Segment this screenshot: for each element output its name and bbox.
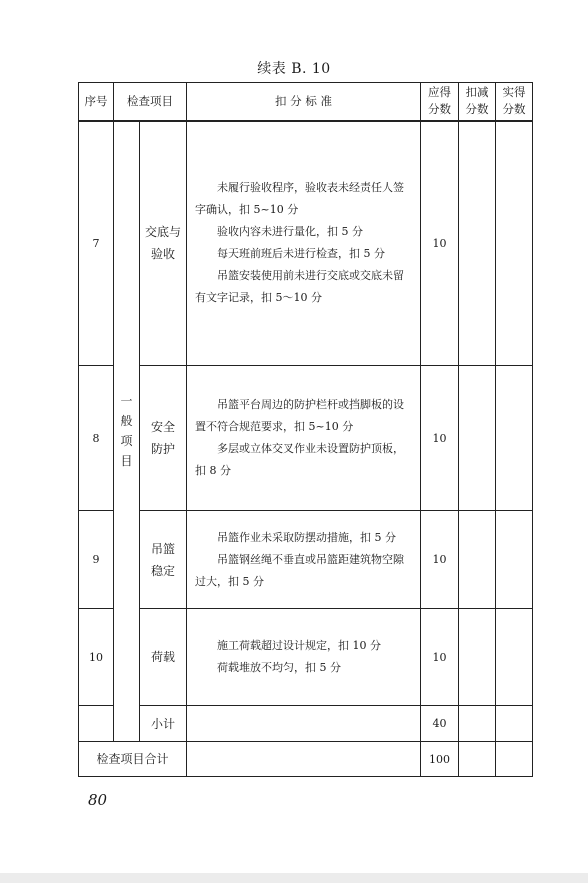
header-deduct-score-line1: 扣减 — [465, 85, 489, 100]
header-should-score — [421, 83, 459, 121]
row-no: 7 — [79, 121, 114, 366]
row-item-line1: 交底与 — [144, 225, 181, 240]
standard-line: 吊篮作业未采取防摆动措施，扣 5 分 — [217, 530, 396, 544]
header-item: 检查项目 — [114, 83, 187, 121]
subtotal-actual[interactable] — [496, 706, 533, 742]
row-should-score: 10 — [421, 609, 459, 706]
row-standard — [187, 366, 421, 511]
table-caption: 续表 B. 10 — [257, 61, 331, 77]
subtotal-row — [79, 706, 533, 742]
row-standard — [187, 609, 421, 706]
header-actual-score — [496, 83, 533, 121]
subtotal-score: 40 — [421, 706, 459, 742]
row-item — [140, 366, 187, 511]
group-cell — [114, 121, 140, 742]
row-deduct-score[interactable] — [459, 511, 496, 609]
total-row — [79, 742, 533, 777]
row-deduct-score[interactable] — [459, 609, 496, 706]
row-actual-score[interactable] — [496, 609, 533, 706]
standard-line: 吊篮平台周边的防护栏杆或挡脚板的设置不符合规范要求，扣 5~10 分 — [195, 398, 404, 433]
subtotal-standard — [187, 706, 421, 742]
total-deduct[interactable] — [459, 742, 496, 777]
row-should-score: 10 — [421, 121, 459, 366]
row-no: 8 — [79, 366, 114, 511]
row-item-line2: 稳定 — [150, 563, 175, 578]
row-should-score: 10 — [421, 511, 459, 609]
header-actual-score-line1: 实得 — [502, 85, 526, 100]
row-standard — [187, 511, 421, 609]
header-standard: 扣 分 标 准 — [187, 83, 421, 121]
header-should-score-line1: 应得 — [428, 85, 451, 100]
total-score: 100 — [421, 742, 459, 777]
standard-line: 验收内容未进行量化，扣 5 分 — [217, 225, 363, 239]
row-item — [140, 511, 187, 609]
row-item-line1: 安全 — [150, 420, 175, 434]
header-actual-score-line2: 分数 — [502, 102, 526, 117]
row-no: 10 — [79, 609, 114, 706]
subtotal-deduct[interactable] — [459, 706, 496, 742]
standard-line: 未履行验收程序，验收表未经责任人签字确认，扣 5~10 分 — [195, 181, 404, 217]
row-item-line1: 吊篮 — [150, 541, 175, 556]
inspection-table — [78, 82, 533, 777]
standard-line: 荷载堆放不均匀，扣 5 分 — [217, 661, 341, 674]
row-item-line2: 防护 — [150, 442, 175, 456]
row-deduct-score[interactable] — [459, 121, 496, 366]
standard-line: 多层或立体交叉作业未设置防护顶板，扣 8 分 — [195, 442, 404, 477]
header-row — [79, 83, 533, 121]
row-actual-score[interactable] — [496, 121, 533, 366]
row-item — [140, 609, 187, 706]
total-standard — [187, 742, 421, 777]
row-item-line2: 验收 — [150, 247, 175, 262]
table-row — [79, 511, 533, 609]
group-label: 一般项目 — [120, 394, 133, 469]
subtotal-no — [79, 706, 114, 742]
row-actual-score[interactable] — [496, 511, 533, 609]
row-standard — [187, 121, 421, 366]
row-item-line1: 荷载 — [150, 650, 175, 664]
subtotal-label: 小计 — [140, 706, 187, 742]
row-actual-score[interactable] — [496, 366, 533, 511]
page-bottom-band — [0, 873, 588, 883]
page-number: 80 — [88, 791, 108, 809]
standard-line: 吊篮钢丝绳不垂直或吊篮距建筑物空隙过大，扣 5 分 — [195, 552, 404, 588]
header-deduct-score-line2: 分数 — [465, 102, 489, 117]
row-no: 9 — [79, 511, 114, 609]
table-row — [79, 366, 533, 511]
standard-line: 吊篮安装使用前未进行交底或交底未留有文字记录，扣 5～10 分 — [195, 269, 404, 305]
total-actual[interactable] — [496, 742, 533, 777]
total-label: 检查项目合计 — [79, 742, 187, 777]
header-should-score-line2: 分数 — [428, 102, 451, 117]
row-should-score: 10 — [421, 366, 459, 511]
table-row — [79, 121, 533, 366]
header-no: 序号 — [79, 83, 114, 121]
standard-line: 每天班前班后未进行检查，扣 5 分 — [217, 247, 385, 261]
header-deduct-score — [459, 83, 496, 121]
row-deduct-score[interactable] — [459, 366, 496, 511]
table-row — [79, 609, 533, 706]
row-item — [140, 121, 187, 366]
standard-line: 施工荷载超过设计规定，扣 10 分 — [217, 639, 381, 652]
